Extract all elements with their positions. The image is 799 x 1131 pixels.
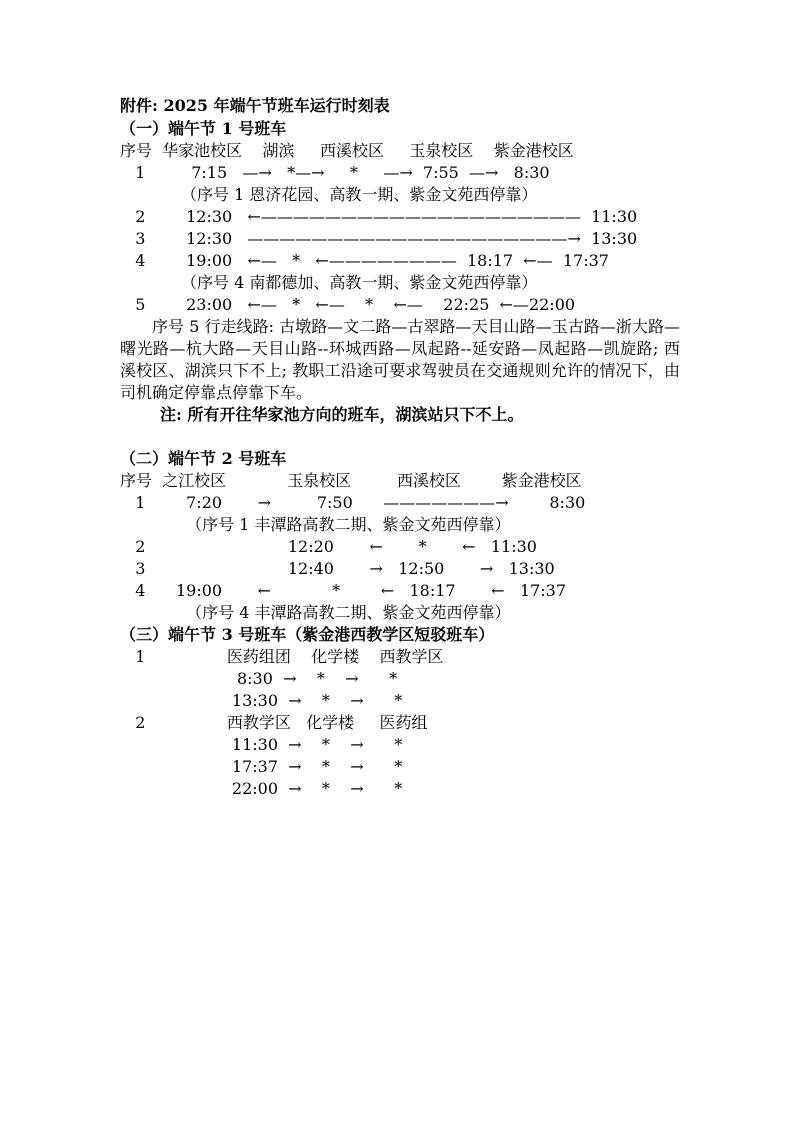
section-2-row: 1 7:20 → 7:50 ———————→ 8:30 xyxy=(120,493,586,512)
section-3-row: 22:00 → * → * xyxy=(120,779,403,798)
section-2-stop-note: （序号 1 丰潭路高教二期、紫金文苑西停靠） xyxy=(120,515,511,534)
section-3-route-header: 1 医药组团 化学楼 西教学区 xyxy=(120,647,444,666)
section-2-stop-note: （序号 4 丰潭路高教二期、紫金文苑西停靠） xyxy=(120,603,511,622)
route-description: 序号 5 行走线路: 古墩路—文二路—古翠路—天目山路—玉古路—浙大路—曙光路—杭大路—天目山路--环城西路—凤起路--延安路—凤起路—凯旋路; 西溪校区、湖滨只下不上; 教职工沿途可要求驾驶员在交通规则允许的情况下，由司机确定停靠点停靠下车。 xyxy=(120,317,680,402)
section-1-row: 4 19:00 ←— * ←———————— 18:17 ←— 17:37 xyxy=(120,251,609,270)
section-1-row: 3 12:30 ————————————————————→ 13:30 xyxy=(120,229,638,248)
section-3-row: 13:30 → * → * xyxy=(120,691,403,710)
section-1-table-header: 序号 华家池校区 湖滨 西溪校区 玉泉校区 紫金港校区 xyxy=(120,141,574,160)
section-3-row: 17:37 → * → * xyxy=(120,757,403,776)
section-2-row: 3 12:40 → 12:50 → 13:30 xyxy=(120,559,555,578)
section-3-heading: （三）端午节 3 号班车（紫金港西教学区短驳班车） xyxy=(120,625,495,644)
section-1-heading: （一）端午节 1 号班车 xyxy=(120,119,287,138)
section-1-stop-note: （序号 1 恩济花园、高教一期、紫金文苑西停靠） xyxy=(120,185,538,204)
section-1-row: 5 23:00 ←— * ←— * ←— 22:25 ←—22:00 xyxy=(120,295,576,314)
section-2-heading: （二）端午节 2 号班车 xyxy=(120,449,287,468)
section-1-row: 2 12:30 ←———————————————————— 11:30 xyxy=(120,207,638,226)
section-1-row: 1 7:15 —→ *—→ * —→ 7:55 —→ 8:30 xyxy=(120,163,550,182)
section-2-row: 2 12:20 ← * ← 11:30 xyxy=(120,537,537,556)
section-1-stop-note: （序号 4 南都德加、高教一期、紫金文苑西停靠） xyxy=(120,273,538,292)
section-2-row: 4 19:00 ← * ← 18:17 ← 17:37 xyxy=(120,581,566,600)
route-note: 注: 所有开往华家池方向的班车，湖滨站只下不上。 xyxy=(160,405,524,424)
section-3-row: 11:30 → * → * xyxy=(120,735,403,754)
section-2-table-header: 序号 之江校区 玉泉校区 西溪校区 紫金港校区 xyxy=(120,471,582,490)
section-3-row: 8:30 → * → * xyxy=(120,669,398,688)
section-3-route-header: 2 西教学区 化学楼 医药组 xyxy=(120,713,428,732)
document-title: 附件: 2025 年端午节班车运行时刻表 xyxy=(120,96,390,115)
